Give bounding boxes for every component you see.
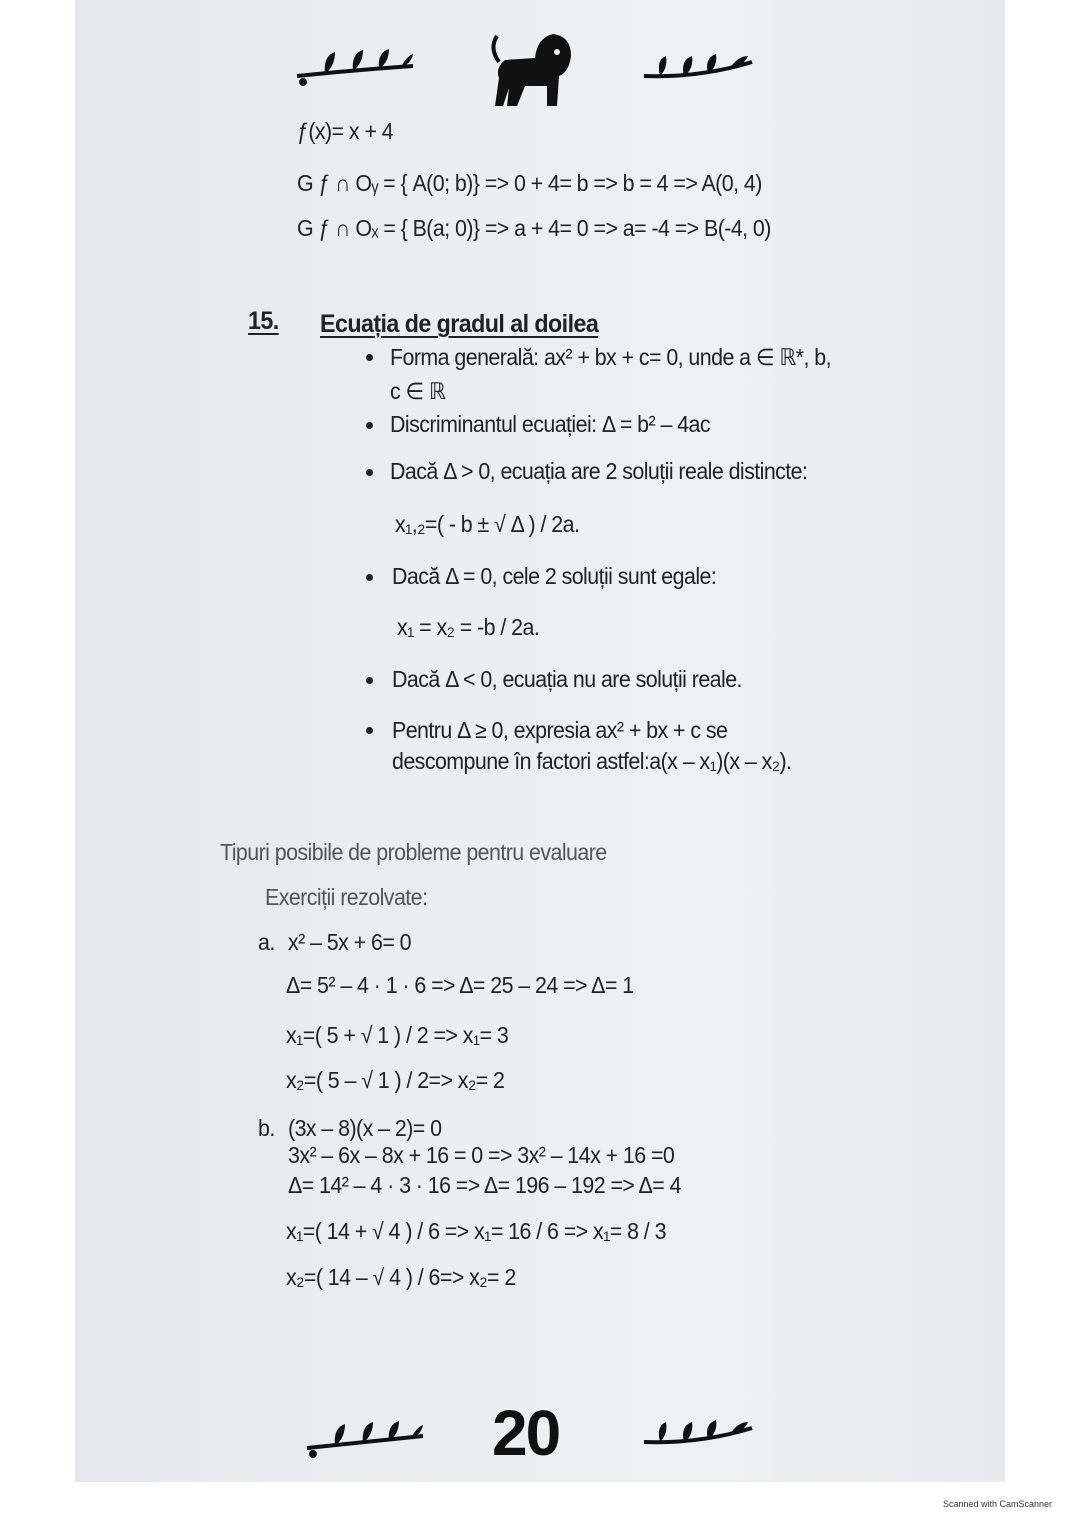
- formula-two-roots: x₁,₂=( - b ± √ Δ ) / 2a.: [395, 511, 580, 537]
- scanner-watermark: Scanned with CamScanner: [942, 1499, 1052, 1509]
- bullet: [366, 422, 373, 429]
- exercise-b-line: Δ= 14² – 4 · 3 · 16 => Δ= 196 – 192 => Δ= 4: [288, 1172, 681, 1198]
- exercise-b-line: x₂=( 14 – √ 4 ) / 6=> x₂= 2: [286, 1264, 516, 1290]
- lion-icon: [485, 28, 575, 110]
- section-title: Ecuația de gradul al doilea: [320, 310, 599, 338]
- exercise-a-line: Δ= 5² – 4 · 1 · 6 => Δ= 25 – 24 => Δ= 1: [286, 972, 634, 998]
- bullet-general-form: Forma generală: ax² + bx + c= 0, unde a ∈ ℝ*, b,: [390, 344, 832, 370]
- exercise-b-equation: (3x – 8)(x – 2)= 0: [288, 1115, 442, 1141]
- function-definition: ƒ(x)= x + 4: [297, 118, 394, 144]
- bullet: [366, 677, 373, 684]
- bullet: [366, 469, 373, 476]
- formula-equal-roots: x₁ = x₂ = -b / 2a.: [397, 614, 540, 640]
- exercise-a-equation: x² – 5x + 6= 0: [288, 929, 411, 955]
- exercises-subheading: Exerciții rezolvate:: [265, 884, 428, 910]
- bullet-discriminant: Discriminantul ecuației: Δ = b² – 4ac: [390, 411, 711, 437]
- exercise-a-line: x₁=( 5 + √ 1 ) / 2 => x₁= 3: [286, 1022, 509, 1048]
- section-number: 15.: [248, 307, 279, 335]
- bullet: [366, 574, 373, 581]
- exercises-heading: Tipuri posibile de probleme pentru evaluare: [220, 839, 607, 865]
- exercise-b-line: 3x² – 6x – 8x + 16 = 0 => 3x² – 14x + 16 =0: [288, 1142, 675, 1168]
- bullet-factorization: Pentru Δ ≥ 0, expresia ax² + bx + c se: [392, 717, 728, 743]
- bullet-delta-negative: Dacă Δ < 0, ecuația nu are soluții reale.: [392, 666, 742, 692]
- oy-intersection: G ƒ ∩ Oᵧ = { A(0; b)} => 0 + 4= b => b = 4 => A(0, 4): [297, 170, 762, 196]
- laurel-left-icon: [305, 1418, 425, 1458]
- ox-intersection: G ƒ ∩ Oₓ = { B(a; 0)} => a + 4= 0 => a= -4 => B(-4, 0): [297, 215, 771, 241]
- exercise-b-line: x₁=( 14 + √ 4 ) / 6 => x₁= 16 / 6 => x₁= 8 / 3: [286, 1218, 666, 1244]
- bullet: [366, 727, 373, 734]
- bullet-general-form-cont: c ∈ ℝ: [390, 378, 446, 404]
- laurel-right-icon: [640, 1418, 755, 1454]
- page-number: 20: [492, 1397, 560, 1469]
- exercise-a-line: x₂=( 5 – √ 1 ) / 2=> x₂= 2: [286, 1067, 505, 1093]
- exercise-b-label: b.: [258, 1115, 275, 1141]
- exercise-a-label: a.: [258, 929, 275, 955]
- bullet-delta-zero: Dacă Δ = 0, cele 2 soluții sunt egale:: [392, 563, 717, 589]
- laurel-left-icon: [295, 48, 415, 88]
- laurel-right-icon: [640, 52, 755, 88]
- bullet-factorization-cont: descompune în factori astfel:a(x – x₁)(x – x₂).: [392, 748, 792, 774]
- bullet: [366, 354, 373, 361]
- bullet-delta-positive: Dacă Δ > 0, ecuația are 2 soluții reale distincte:: [390, 458, 808, 484]
